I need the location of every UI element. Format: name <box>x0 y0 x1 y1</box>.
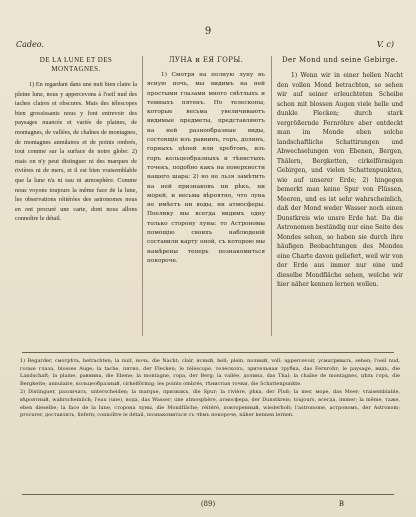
page-number: 9 <box>204 26 212 37</box>
signature-mark: B <box>338 500 344 508</box>
footer-separator <box>22 494 394 495</box>
footnotes <box>20 358 400 421</box>
russian-column <box>147 56 265 266</box>
french-column <box>15 56 137 224</box>
footnote-separator <box>22 352 394 353</box>
german-column <box>277 56 403 290</box>
column-divider <box>142 56 143 336</box>
footnote-1: 1) Regarder, смотрѣть, betrachten; la nuit, ночь, die Nacht; clair, ясный, hell; plein, полный, voll; appercevoir, усматривать, sehen; l'oeil nud, голые глаза, blosses Auge; la tache, пятно, der Flecken; le télescope, телескопъ, зрительная трубка, das Fernrohr; le paysage, видъ, die Landschaft; la plaine, равнина, die Ebene; la montagne, гора, der Berg; la vallée, долина, das Thal; la chaîne de montagnes, цѣпь горъ, die Bergkette; annulaire, кольцеобразный, cirkelförmig; les points ombrés, тѣнистыя точки, die Schattenpunkte. <box>20 358 400 387</box>
page-label: (89) <box>200 500 216 508</box>
russian-title: ЛУНА и ЕЯ ГОРЫ. <box>168 56 244 64</box>
custodian-word: Cadeo. <box>16 40 44 49</box>
french-text: 1) En regardant dans une nuit bien claire la pleine lune, nous y appercevons à l'oeil nud des taches claires et obscures. Mais des télescopes bien grossissants nous y font entrevoir des paysages nuancés et variés de plaines, de montagnes, de vallées, de chaînes de montagnes, de montagnes annulaires et de points ombrés, tout comme sur la surface de notre globe: 2) mais on n'y peut distinguer ni des marques de rivières ni de mers, et il est bien vraisemblable que la lune n'a ni eau ni atmosphère. Comme nous voyons toujours la même face de la lune, les observations réitérées des astronomes nous en ont procuré une carte, dont nous allons connoître le détail. <box>15 81 137 223</box>
german-title: Der Mond und seine Gebirge. <box>282 56 398 64</box>
french-title: DE LA LUNE ET DES MONTAGNES. <box>39 56 113 73</box>
german-text: 1) Wenn wir in einer hellen Nacht den vollen Mond betrachten, so sehen wir auf seiner erleuchteten Scheibe schon mit blossen Augen viele helle und dunkle Flecken; durch stark vergrößernde Fernröhre aber entdeckt man im Monde eben solche landschaftliche Schattirungen und Abwechselungen von Ebenen, Bergen, Thälern, Bergketten, cirkelförmigen Gebirgen, und vielen Schattenpunkten, wie auf unserer Erde; 2) hingegen bemerkt man keine Spur von Flüssen, Meeren, und es ist sehr wahrscheinlich, daß der Mond weder Wasser noch einen Dunstkreis wie unsre Erde hat. Da die Astronomen beständig nur eine Seite des Mondes sehen, so haben sie durch ihre häufigen Beobachtungen des Mondes eine Charte davon geliefert, weil wir von der Erde aus immer nur eine und dieselbe Mondfläche sehen, welche wir hier näher kennen lernen wollen. <box>277 72 403 288</box>
footnote-2: 2) Distinguer, различать, unterscheiden; la marque, признакъ, die Spur; la rivière, рѣка, der Fluß; la mer, море, das Meer; vraisemblable, вѣроятный, wahrscheinlich; l'eau (une), вода, das Wasser; une atmosphère, атмосфера, der Dunstkreis; toujours, всегда, immer; la même, таже, eben dieselbe; la face de la lune, сторона луны, die Mondfläche; réitéré, повторенный, wiederholt; l'astronome, астрономъ, der Astronom; procurer, доставлять, liefern; connoître le détail, познакомиться съ чѣмъ покороче, näher kennen lernen. <box>20 389 400 419</box>
volume-mark: V. c) <box>376 40 394 49</box>
column-divider <box>271 56 272 336</box>
russian-text: 1) Смотря на полную луну въ ясную ночь, мы видимъ на ней простыми глазами много свѣтлыхъ и темныхъ пятенъ. Но телескопы, которые весьма увеличиваютъ видимые предметы, представляютъ на ней разнообразные виды, состоящіе изъ равнинъ, горъ, долинъ, горныхъ цѣпей или хребтовъ, изъ горъ кольцеобразныхъ и тѣнистыхъ точекъ, подобно какъ на поверхности нашего шара: 2) но не льзя замѣтить на ней признаковъ ни рѣкъ, ни морей, и весьма вѣроятно, что луна не имѣетъ ни воды, ни атмосферы. Поелику мы всегда видимъ одну только сторону луны: то Астрономы помощію своихъ наблюденій составили карту оной, съ которою мы намѣрены теперь познакомиться покороче. <box>147 72 265 264</box>
